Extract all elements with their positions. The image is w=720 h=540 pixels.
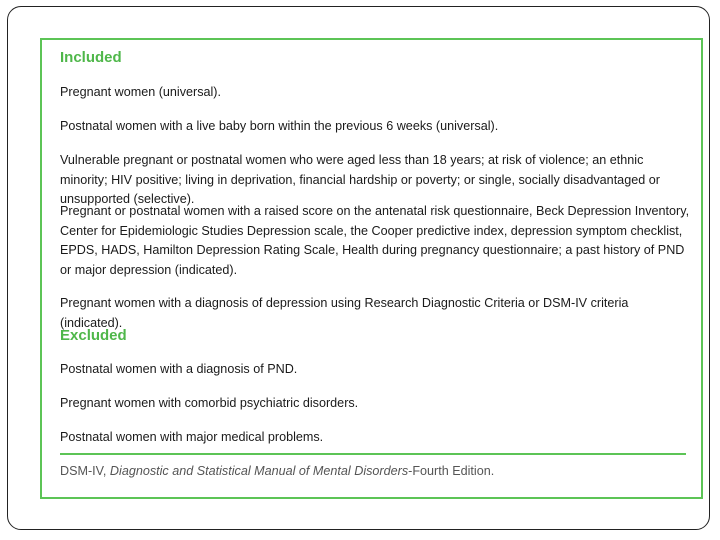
footnote bbox=[60, 462, 690, 480]
footnote-divider bbox=[60, 453, 686, 455]
footnote-abbr: DSM-IV, bbox=[60, 464, 110, 478]
excluded-item-comorbid: Pregnant women with comorbid psychiatric disorders. bbox=[60, 396, 359, 410]
included-item-selective: Vulnerable pregnant or postnatal women who were aged less than 18 years; at risk of violence; an ethnic minority; HIV positive; living in deprivation, financial hardship or poverty; or single, socially disadvantaged or unsupported (selective). bbox=[60, 153, 660, 206]
footnote-suffix: -Fourth Edition. bbox=[408, 464, 495, 478]
criteria-box bbox=[40, 38, 703, 499]
slide-frame bbox=[7, 6, 710, 530]
excluded-item-pnd: Postnatal women with a diagnosis of PND. bbox=[60, 362, 298, 376]
included-item-indicated-diagnosis: Pregnant women with a diagnosis of depression using Research Diagnostic Criteria or DSM-IV criteria (indicated). bbox=[60, 296, 629, 330]
footnote-title: Diagnostic and Statistical Manual of Mental Disorders bbox=[109, 464, 409, 478]
excluded-item-medical: Postnatal women with major medical problems. bbox=[60, 430, 324, 444]
included-item-universal-postnatal: Postnatal women with a live baby born within the previous 6 weeks (universal). bbox=[60, 119, 499, 133]
included-heading: Included bbox=[60, 49, 122, 66]
excluded-heading: Excluded bbox=[60, 327, 127, 344]
included-item-universal-pregnant: Pregnant women (universal). bbox=[60, 85, 221, 99]
included-item-indicated-score: Pregnant or postnatal women with a raised score on the antenatal risk questionnaire, Beck Depression Inventory, Center for Epidemiologic Studies Depression scale, the Cooper predictive index, depression symptom checklist, EPDS, HADS, Hamilton Depression Rating Scale, Health during pregnancy questionnaire; a past history of PND or major depression (indicated). bbox=[60, 204, 690, 277]
